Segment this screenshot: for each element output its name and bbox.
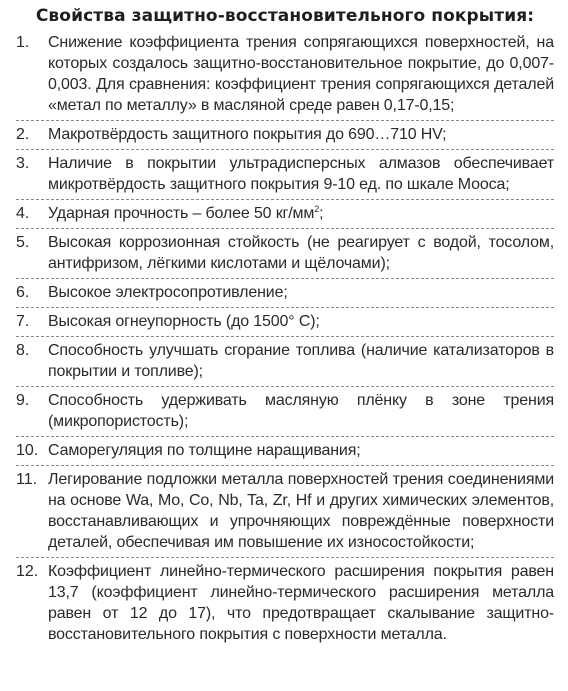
item-number: 5. bbox=[16, 234, 30, 251]
item-number: 8. bbox=[16, 342, 30, 359]
list-item bbox=[16, 150, 554, 200]
item-text: Высокое электросопротивление; bbox=[48, 284, 288, 301]
item-text: Макротвёрдость защитного покрытия до 690…710 HV; bbox=[48, 126, 447, 143]
item-text: Высокая коррозионная стойкость (не реагирует с водой, тосолом, антифризом, лёгкими кислотами и щёлочами); bbox=[48, 234, 554, 272]
item-text: Легирование подложки металла поверхностей трения соединениями на основе Wa, Mo, Co, Nb, Ta, Zr, Hf и других химических элементов, восстанавливающих и упрочняющих повреждённые поверхности деталей, обеспечивая им повышение их износостойкости; bbox=[48, 471, 554, 551]
item-text: Способность удерживать масляную плёнку в зоне трения (микропористость); bbox=[48, 392, 554, 430]
list-item bbox=[16, 29, 554, 121]
item-number: 11. bbox=[16, 471, 38, 488]
item-number: 2. bbox=[16, 126, 30, 143]
item-number: 6. bbox=[16, 284, 30, 301]
item-text: Саморегуляция по толщине наращивания; bbox=[48, 442, 361, 459]
page-title: Свойства защитно-восстановительного покрытия: bbox=[35, 6, 535, 26]
item-number: 4. bbox=[16, 205, 30, 222]
item-number: 10. bbox=[16, 442, 39, 459]
list-item bbox=[16, 121, 554, 150]
list-item bbox=[16, 337, 554, 387]
list-item bbox=[16, 200, 554, 229]
properties-list bbox=[16, 29, 554, 649]
item-number: 9. bbox=[16, 392, 30, 409]
item-text: Способность улучшать сгорание топлива (наличие катализаторов в покрытии и топливе); bbox=[48, 342, 554, 380]
item-text-main: Ударная прочность – более 50 кг/мм bbox=[48, 205, 315, 222]
list-item bbox=[16, 279, 554, 308]
item-number: 12. bbox=[16, 563, 39, 580]
item-text bbox=[48, 203, 554, 224]
list-item bbox=[16, 387, 554, 437]
item-text: Снижение коэффициента трения сопрягающихся поверхностей, на которых создалось защитно-восстановительное покрытие, до 0,007-0,003. Для сравнения: коэффициент трения сопрягающихся деталей «метал по металлу» в масляной среде равен 0,17-0,15; bbox=[48, 34, 554, 114]
item-text: Высокая огнеупорность (до 1500° С); bbox=[48, 313, 320, 330]
list-item bbox=[16, 437, 554, 466]
item-text-suffix: ; bbox=[319, 205, 324, 222]
list-item bbox=[16, 558, 554, 649]
item-text: Наличие в покрытии ультрадисперсных алмазов обеспечивает микротвёрдость защитного покрытия 9-10 ед. по шкале Мооса; bbox=[48, 155, 554, 193]
list-item bbox=[16, 466, 554, 558]
superscript: 2 bbox=[314, 204, 320, 214]
item-number: 1. bbox=[16, 34, 30, 51]
item-number: 3. bbox=[16, 155, 30, 172]
list-item bbox=[16, 229, 554, 279]
item-text: Коэффициент линейно-термического расширения покрытия равен 13,7 (коэффициент линейно-термического расширения металла равен от 12 до 17), что предотвращает скалывание защитно-восстановительного покрытия с поверхности металла. bbox=[48, 563, 554, 643]
item-number: 7. bbox=[16, 313, 30, 330]
list-item bbox=[16, 308, 554, 337]
